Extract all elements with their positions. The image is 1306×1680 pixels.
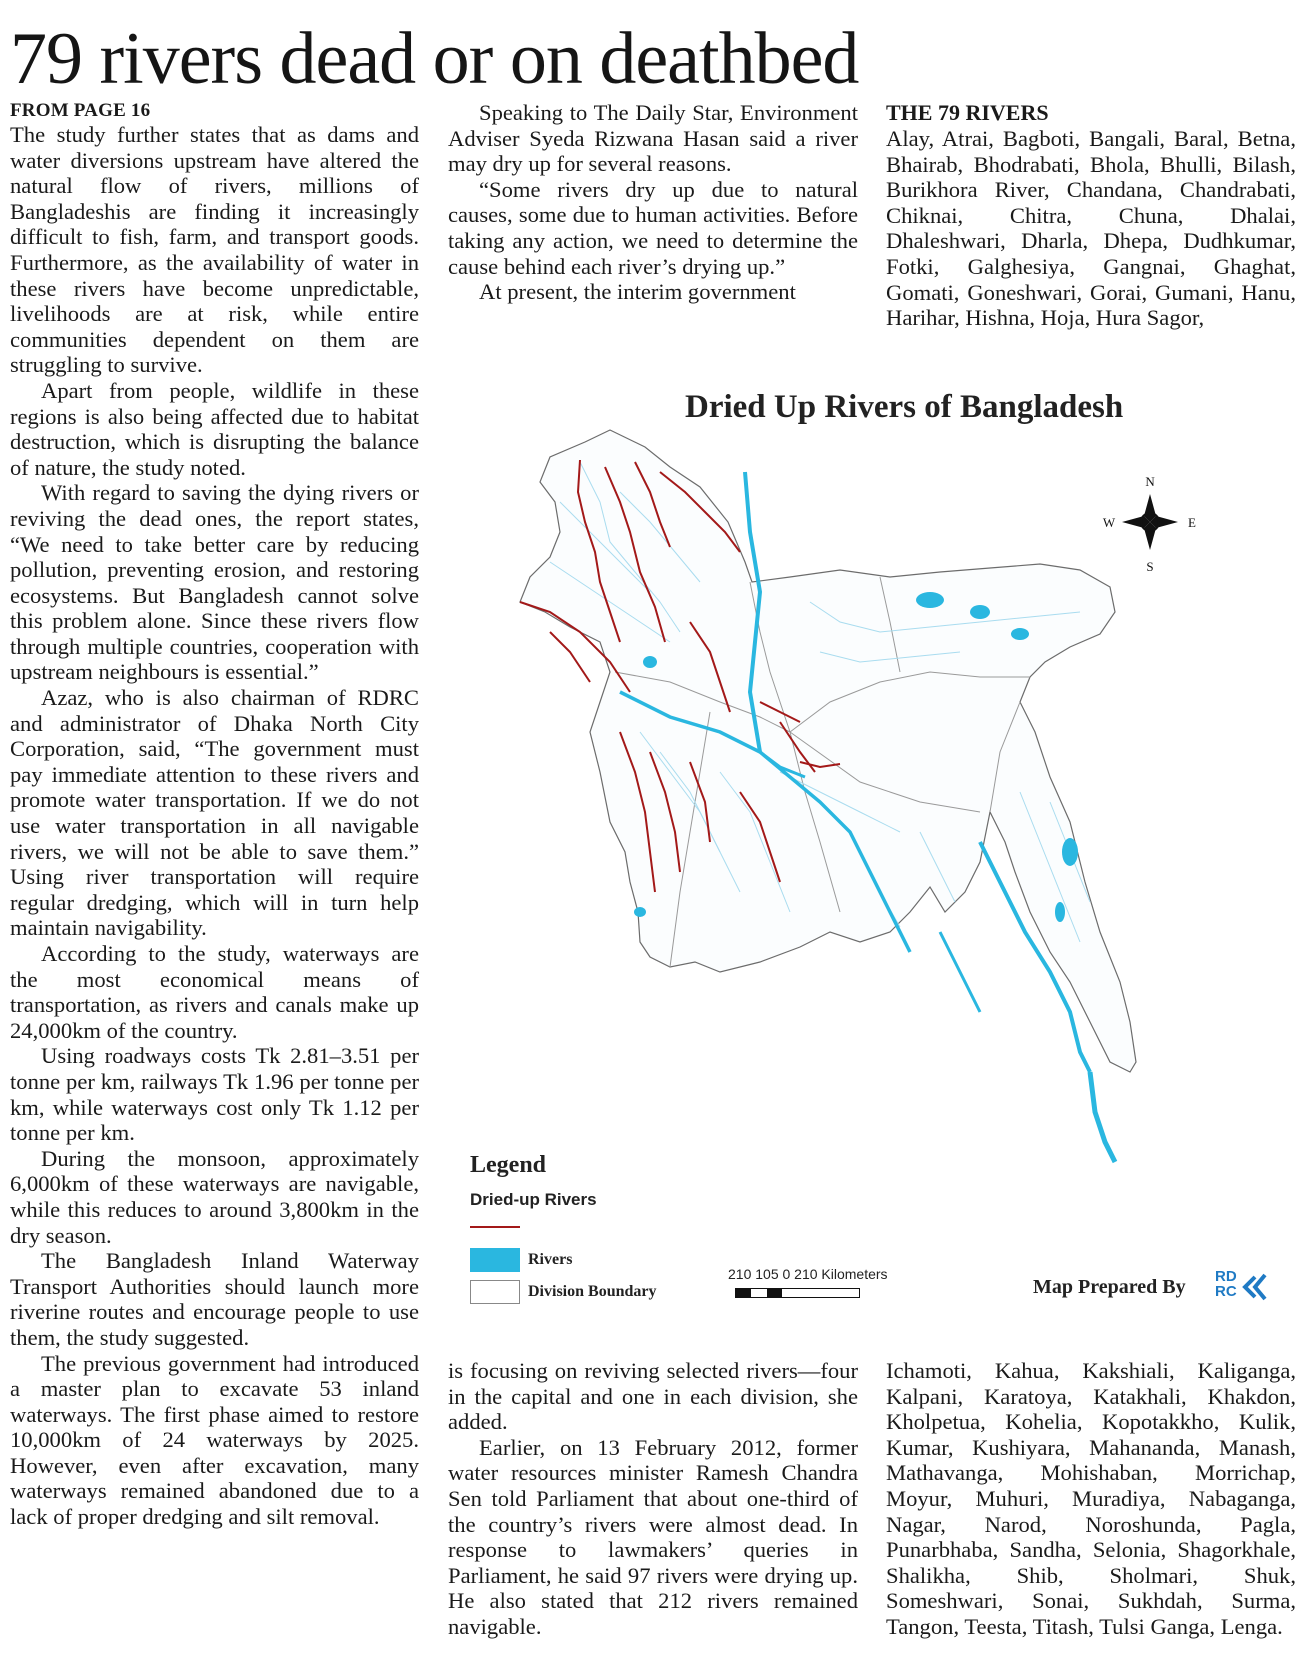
compass-s: S — [1146, 559, 1154, 574]
legend-title: Legend — [470, 1152, 547, 1178]
compass-e: E — [1188, 515, 1196, 530]
paragraph: Earlier, on 13 February 2012, former water resources minister Ramesh Chandra Sen told Parliament that about one-third of the country’s rivers were almost dead. In response to lawmakers’ queries in Parliament, he said 97 rivers were drying up. He also stated that 212 rivers remained navigable. — [448, 1434, 858, 1639]
scale-bar — [735, 1288, 860, 1298]
paragraph: is focusing on reviving selected rivers—four in the capital and one in each division, she added. — [448, 1358, 858, 1435]
article-column-2-top — [448, 100, 858, 305]
article-column-1 — [10, 100, 419, 1530]
paragraph: During the monsoon, approximately 6,000km of these waterways are navigable, while this reduces to around 3,800km in the dry season. — [10, 1145, 419, 1248]
map-figure — [460, 372, 1306, 1328]
rivers-list: Ichamoti, Kahua, Kakshiali, Kaliganga, Kalpani, Karatoya, Katakhali, Khakdon, Kholpetua, Kohelia, Kopotakkho, Kulik, Kumar, Kushiyara, Mahananda, Manash, Mathavanga, Mohishaban, Morrichap, Moyur, Muhuri, Muradiya, Nabaganga, Nagar, Narod, Noroshunda, Pagla, Punarbhaba, Sandha, Selonia, Shagorkhale, Shalikha, Shib, Sholmari, Shuk, Someshwari, Sonai, Sukhdah, Surma, Tangon, Teesta, Titash, Tulsi Ganga, Lenga. — [886, 1358, 1296, 1639]
continued-from-label: FROM PAGE 16 — [10, 100, 151, 121]
rdrc-logo-text-top: RD — [1215, 1268, 1237, 1285]
rivers-list-heading: THE 79 RIVERS — [886, 100, 1049, 125]
headline: 79 rivers dead or on deathbed — [10, 18, 859, 100]
paragraph: Using roadways costs Tk 2.81–3.51 per tonne per km, railways Tk 1.96 per tonne per km, while waterways cost only Tk 1.12 per tonne per km. — [10, 1043, 419, 1146]
paragraph: According to the study, waterways are the most economical means of transportation, as rivers and canals make up 24,000km of the country. — [10, 941, 419, 1043]
paragraph: The previous government had introduced a master plan to excavate 53 inland waterways. The first phase aimed to restore 10,000km of 24 waterways by 2025. However, even after excavation, many waterways remained abandoned due to a lack of proper dredging and silt removal. — [10, 1350, 419, 1530]
map-title: Dried Up Rivers of Bangladesh — [685, 389, 1124, 425]
article-column-2-bottom — [448, 1358, 858, 1640]
paragraph: “Some rivers dry up due to natural causes, some due to human activities. Before taking any action, we need to determine the cause behind each river’s drying up.” — [448, 176, 858, 279]
compass-n: N — [1145, 474, 1155, 489]
paragraph: Apart from people, wildlife in these regions is also being affected due to habitat destruction, which is disrupting the balance of nature, the study noted. — [10, 377, 419, 480]
compass-rose — [1103, 474, 1196, 574]
rivers-list-column-bottom — [886, 1358, 1296, 1640]
paragraph: The Bangladesh Inland Waterway Transport Authorities should launch more riverine routes and encourage people to use them, the study suggested. — [10, 1248, 419, 1350]
legend-rivers-swatch — [470, 1248, 520, 1272]
rdrc-logo — [1215, 1269, 1275, 1305]
rdrc-logo-text-bottom: RC — [1215, 1283, 1237, 1300]
paragraph: Azaz, who is also chairman of RDRC and administrator of Dhaka North City Corporation, said, “The government must pay immediate attention to these rivers and promote water transportation. If we do not use water transportation in all navigable rivers, we will not be able to save them.” Using river transportation will require regular dredging, which will in turn help maintain navigability. — [10, 685, 419, 941]
bangladesh-map — [460, 372, 1306, 1328]
paragraph: The study further states that as dams and water diversions upstream have altered the natural flow of rivers, millions of Bangladeshis are finding it increasingly difficult to fish, farm, and transport goods. Furthermore, as the availability of water in these rivers have become unpredictable, livelihoods are at risk, while entire communities dependent on them are struggling to survive. — [10, 122, 419, 378]
paragraph: Speaking to The Daily Star, Environment Adviser Syeda Rizwana Hasan said a river may dry up for several reasons. — [448, 100, 858, 177]
rdrc-wave-icon — [1215, 1269, 1275, 1305]
rivers-list-column-top — [886, 100, 1296, 331]
rivers-list: Alay, Atrai, Bagboti, Bangali, Baral, Betna, Bhairab, Bhodrabati, Bhola, Bhulli, Bilash, Burikhora River, Chandana, Chandrabati, Chiknai, Chitra, Chuna, Dhalai, Dhaleshwari, Dharla, Dhepa, Dudhkumar, Fotki, Galghesiya, Gangnai, Ghaghat, Gomati, Goneshwari, Gorai, Gumani, Hanu, Harihar, Hishna, Hoja, Hura Sagor, — [886, 126, 1296, 331]
compass-w: W — [1102, 515, 1116, 530]
paragraph: At present, the interim government — [479, 279, 796, 305]
scale-labels: 210 105 0 210 Kilometers — [728, 1266, 888, 1282]
legend-dried-swatch — [470, 1226, 520, 1228]
country-outline — [520, 430, 1136, 1072]
map-credit: Map Prepared By — [1033, 1276, 1186, 1298]
legend-rivers-label: Rivers — [528, 1251, 573, 1268]
legend-dried-label: Dried-up Rivers — [470, 1190, 597, 1209]
legend-division-label: Division Boundary — [528, 1283, 657, 1300]
legend-division-swatch — [470, 1280, 520, 1304]
paragraph: With regard to saving the dying rivers or reviving the dead ones, the report states, “We need to take better care by reducing pollution, preventing erosion, and restoring ecosystems. But Bangladesh cannot solve this problem alone. Since these rivers flow through multiple countries, cooperation with upstream neighbours is essential.” — [10, 480, 419, 685]
